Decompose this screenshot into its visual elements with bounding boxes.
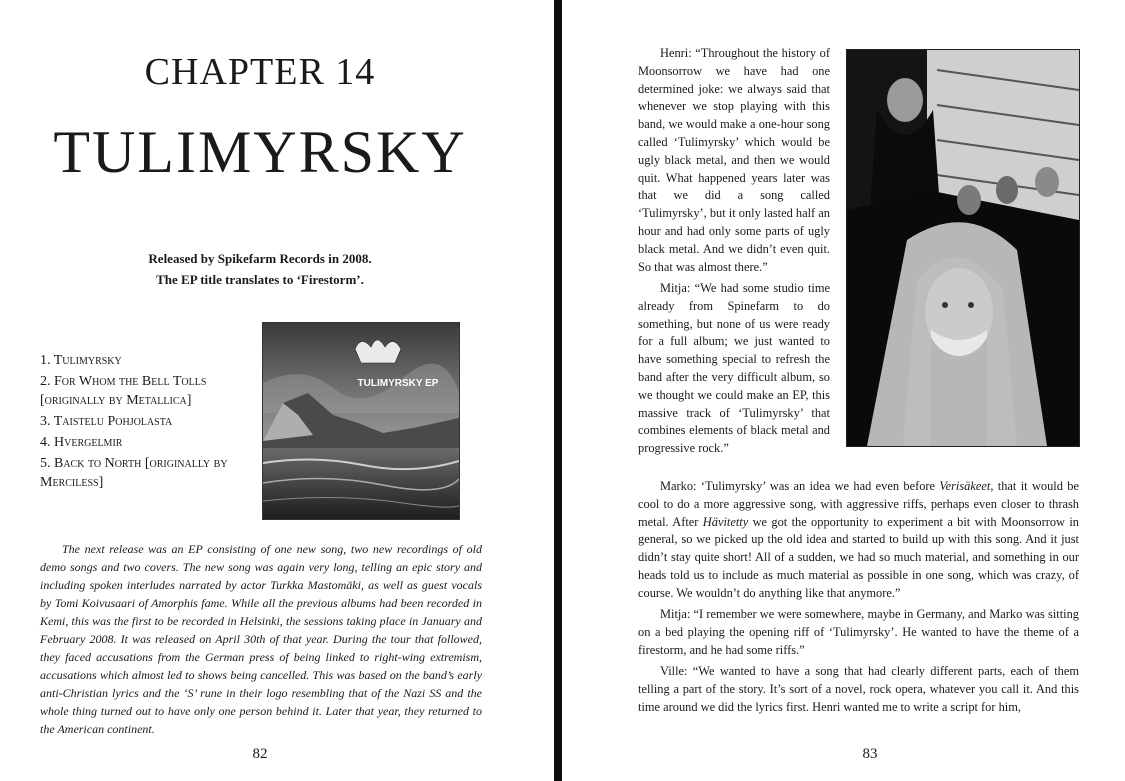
track-item: 5. Back to North [originally by Merciless] [40, 456, 228, 490]
marko-text: we got the opportunity to experiment a bit with Moonsorrow in general, so we picked up the old idea and started to build up with this song. And it just didn’t stay quite short! All of a sudden, we had so much material, and something in our heads told us to include as much material as possible in one song, which was crazy, of course. We wouldn’t do anything like that anymore.” [638, 514, 1079, 600]
marko-text: , that it would be cool to do a more aggressive song, with aggressive riffs, perhaps even closer to thrash metal. After [638, 479, 1080, 529]
paragraph: Ville: “We wanted to have a song that had clearly different parts, each of them telling a part of the story. It’s sort of a novel, rock opera, whatever you call it. And this time around we did the lyrics first. Henri wanted me to write a script for him, [638, 664, 1079, 714]
release-info [0, 248, 520, 290]
paragraph: Henri: “Throughout the history of Moonsorrow we have had one determined joke: we always said that whenever we stop playing with this band, we would make a one-hour song called ‘Tulimyrsky’ which would be ugly black metal, and then we would quit. What happened years later was that we did a song called ‘Tulimyrsky’, but it only lasted half an hour and had only some parts of ugly black metal. And we didn’t even quit. So that was almost there.” [638, 46, 830, 274]
album-cover-seascape-icon [263, 323, 459, 519]
album-cover [262, 322, 460, 520]
track-item: 2. For Whom the Bell Tolls [originally by Metallica] [40, 374, 207, 408]
marko-text: Marko: ‘Tulimyrsky’ was an idea we had even before [660, 479, 940, 493]
page-number: 82 [252, 746, 268, 762]
band-photo-icon [847, 50, 1079, 446]
text-column [638, 45, 830, 462]
paragraph: Mitja: “We had some studio time already from Spinefarm to do something, but none of us were ready for a full album; we just wanted to have something special to refresh the band after the very difficult album, so we thought we could make an EP, this massive track of ‘Tulimyrsky’ that combines elements of black metal and progressive rock.” [638, 280, 830, 456]
track-item: 1. Tulimyrsky [40, 353, 122, 368]
paragraph [638, 478, 1079, 603]
album-title: Verisäkeet [939, 479, 991, 493]
text-full-width [638, 478, 1079, 720]
chapter-title: TULIMYRSKY [53, 119, 467, 185]
tracklist [40, 351, 255, 494]
book-spine [554, 0, 562, 781]
release-line: The EP title translates to ‘Firestorm’. [156, 272, 364, 287]
chapter-label: CHAPTER 14 [144, 51, 376, 93]
track-item: 4. Hvergelmir [40, 435, 123, 450]
band-photo [846, 49, 1080, 447]
page-number: 83 [862, 746, 878, 762]
left-page [0, 0, 554, 781]
paragraph: Mitja: “I remember we were somewhere, maybe in Germany, and Marko was sitting on a bed playing the opening riff of ‘Tulimyrsky’. He wanted to have the theme of a firestorm, and he had some riffs.” [638, 607, 1079, 657]
right-page [562, 0, 1125, 781]
album-title: Hävitetty [702, 514, 749, 529]
intro-paragraph: The next release was an EP consisting of one new song, two new recordings of old demo songs and two covers. The new song was again very long, telling an epic story and including spoken interludes narrated by actor Turkka Mastomäki, as well as guest vocals by Tomi Koivusaari of Amorphis fame. While all the previous albums had been recorded in Kemi, this was the first to be recorded in Helsinki, the sessions taking place in January and February 2008. It was released on April 30th of that year. During the tour that followed, they faced accusations from the German press of being linked to right-wing extremism, accusations which almost led to shows being cancelled. This was based on the band’s early anti-Christian lyrics and the ‘S’ rune in their logo resembling that of the Nazi SS and the whole thing turned out to have only one person behind it. Later that year, they returned to the American continent. [40, 542, 482, 736]
release-line: Released by Spikefarm Records in 2008. [148, 251, 372, 266]
track-item: 3. Taistelu Pohjolasta [40, 414, 173, 429]
cover-subtitle: TULIMYRSKY EP [357, 378, 439, 389]
